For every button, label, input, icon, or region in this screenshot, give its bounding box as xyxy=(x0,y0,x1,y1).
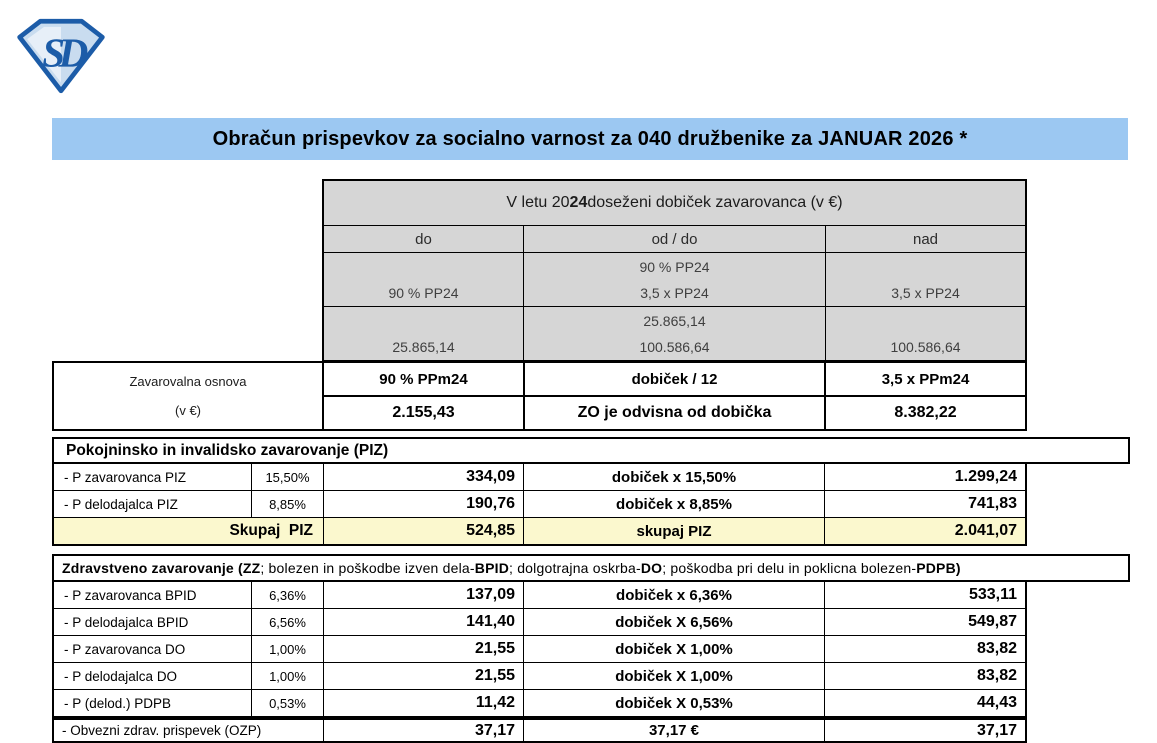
base-mid-note: ZO je odvisna od dobička xyxy=(577,404,772,421)
row-formula: dobiček X 1,00% xyxy=(523,636,824,662)
sd-logo-diamond xyxy=(14,16,108,96)
row-label: - P zavarovanca BPID xyxy=(64,587,197,603)
row-max-amount: 37,17 xyxy=(824,720,1025,741)
profit-table-title-post: doseženi dobiček zavarovanca (v €) xyxy=(587,194,843,211)
row-percent: 6,36% xyxy=(251,582,323,608)
zz-title-segment: ; dolgotrajna oskrba- xyxy=(509,560,641,576)
piz-section-header xyxy=(52,437,1130,464)
piz-total-min-amount: 524,85 xyxy=(323,518,523,544)
sd-logo-letters: SD xyxy=(42,29,82,76)
column-header-oddo: od / do xyxy=(523,226,825,252)
row-percent: 0,53% xyxy=(251,690,323,716)
row-formula: dobiček X 1,00% xyxy=(523,663,824,689)
piz-section-title: Pokojninsko in invalidsko zavarovanje (PIZ) xyxy=(66,441,389,459)
table-row xyxy=(324,307,1025,360)
piz-total-label: Skupaj PIZ xyxy=(229,522,313,539)
row-percent: 15,50% xyxy=(251,464,323,490)
row-label: - P zavarovanca PIZ xyxy=(64,469,187,485)
table-row xyxy=(54,582,1025,609)
row-formula: dobiček x 15,50% xyxy=(523,464,824,490)
row-min-amount: 334,09 xyxy=(323,464,523,490)
threshold-nad-amount: 100.586,64 xyxy=(890,338,961,355)
profit-table-title xyxy=(324,181,1025,226)
piz-rows-table xyxy=(52,464,1027,546)
zz-title-segment: ; poškodba pri delu in poklicna bolezen- xyxy=(662,560,917,576)
threshold-oddo-amount-2: 100.586,64 xyxy=(639,338,710,355)
profit-threshold-table xyxy=(322,179,1027,362)
row-formula: dobiček x 8,85% xyxy=(523,491,824,517)
row-min-amount: 21,55 xyxy=(323,636,523,662)
zz-title-segment: Zdravstveno zavarovanje (ZZ xyxy=(62,560,261,576)
row-formula: dobiček X 6,56% xyxy=(523,609,824,635)
row-max-amount: 44,43 xyxy=(824,690,1025,716)
zz-rows-table xyxy=(52,582,1027,718)
row-label: - P delodajalca DO xyxy=(64,668,178,684)
threshold-cell-oddo xyxy=(523,253,825,306)
insurance-base-col-max xyxy=(824,363,1025,429)
insurance-base-label-line1: Zavarovalna osnova xyxy=(129,374,247,389)
column-header-nad: nad xyxy=(825,226,1025,252)
insurance-base-col-mid xyxy=(523,363,824,429)
threshold-cell-do xyxy=(324,253,523,306)
row-formula: dobiček x 6,36% xyxy=(523,582,824,608)
row-max-amount: 741,83 xyxy=(824,491,1025,517)
row-max-amount: 533,11 xyxy=(824,582,1025,608)
threshold-do-formula: 90 % PP24 xyxy=(388,284,459,301)
row-max-amount: 549,87 xyxy=(824,609,1025,635)
zz-title-segment: PDPB) xyxy=(916,560,961,576)
column-header-do: do xyxy=(415,230,432,248)
base-mid-formula: dobiček / 12 xyxy=(525,363,824,397)
threshold-cell-nad xyxy=(825,253,1025,306)
row-max-amount: 83,82 xyxy=(824,636,1025,662)
threshold-do-amount: 25.865,14 xyxy=(392,338,455,355)
table-row xyxy=(54,464,1025,491)
threshold-nad-formula: 3,5 x PP24 xyxy=(891,284,960,301)
row-formula: dobiček X 0,53% xyxy=(523,690,824,716)
insurance-base-col-min xyxy=(322,363,523,429)
piz-total-max-amount: 2.041,07 xyxy=(824,518,1025,544)
table-row xyxy=(54,609,1025,636)
row-min-amount: 21,55 xyxy=(323,663,523,689)
threshold-cell-oddo-amount xyxy=(523,307,825,360)
zz-section-header xyxy=(52,554,1130,582)
base-max-formula: 3,5 x PPm24 xyxy=(826,363,1025,397)
row-percent: 1,00% xyxy=(251,636,323,662)
row-percent: 8,85% xyxy=(251,491,323,517)
row-min-amount: 11,42 xyxy=(323,690,523,716)
row-min-amount: 37,17 xyxy=(323,720,523,741)
piz-total-row xyxy=(54,518,1025,544)
insurance-base-label-line2: (v €) xyxy=(175,403,201,418)
table-row xyxy=(54,491,1025,518)
insurance-base-table xyxy=(52,361,1027,431)
page-title: Obračun prispevkov za socialno varnost za 040 družbenike za JANUAR 2026 * xyxy=(212,127,968,150)
base-min-formula: 90 % PPm24 xyxy=(324,363,523,397)
threshold-cell-nad-amount xyxy=(825,307,1025,360)
sd-logo-icon xyxy=(14,16,108,96)
zz-title-segment: ; bolezen in poškodbe izven dela- xyxy=(260,560,475,576)
row-label: - Obvezni zdrav. prispevek (OZP) xyxy=(62,723,262,738)
base-min-amount: 2.155,43 xyxy=(392,404,455,421)
profit-table-title-pre: V letu 20 xyxy=(506,194,570,211)
row-min-amount: 141,40 xyxy=(323,609,523,635)
row-label: - P delodajalca BPID xyxy=(64,614,189,630)
row-label: - P zavarovanca DO xyxy=(64,641,186,657)
title-banner xyxy=(52,118,1128,160)
threshold-cell-do-amount xyxy=(324,307,523,360)
zz-title-segment: BPID xyxy=(474,560,510,576)
row-percent: 6,56% xyxy=(251,609,323,635)
insurance-base-label xyxy=(54,363,322,429)
threshold-oddo-formula-1: 90 % PP24 xyxy=(639,258,710,275)
table-row xyxy=(54,663,1025,690)
row-min-amount: 190,76 xyxy=(323,491,523,517)
table-row xyxy=(54,636,1025,663)
row-percent: 1,00% xyxy=(251,663,323,689)
row-max-amount: 1.299,24 xyxy=(824,464,1025,490)
row-formula: 37,17 € xyxy=(523,720,824,741)
row-label: - P delodajalca PIZ xyxy=(64,496,178,512)
table-row xyxy=(324,253,1025,307)
row-max-amount: 83,82 xyxy=(824,663,1025,689)
profit-table-title-year: 24 xyxy=(569,194,588,211)
row-label: - P (delod.) PDPB xyxy=(64,695,172,711)
threshold-oddo-formula-2: 3,5 x PP24 xyxy=(640,284,709,301)
zz-title-segment: DO xyxy=(640,560,663,576)
row-min-amount: 137,09 xyxy=(323,582,523,608)
ozp-row xyxy=(52,718,1027,743)
base-max-amount: 8.382,22 xyxy=(894,404,957,421)
piz-total-formula: skupaj PIZ xyxy=(523,518,824,544)
threshold-oddo-amount-1: 25.865,14 xyxy=(643,312,706,329)
profit-table-column-headers xyxy=(324,226,1025,253)
table-row xyxy=(54,690,1025,716)
